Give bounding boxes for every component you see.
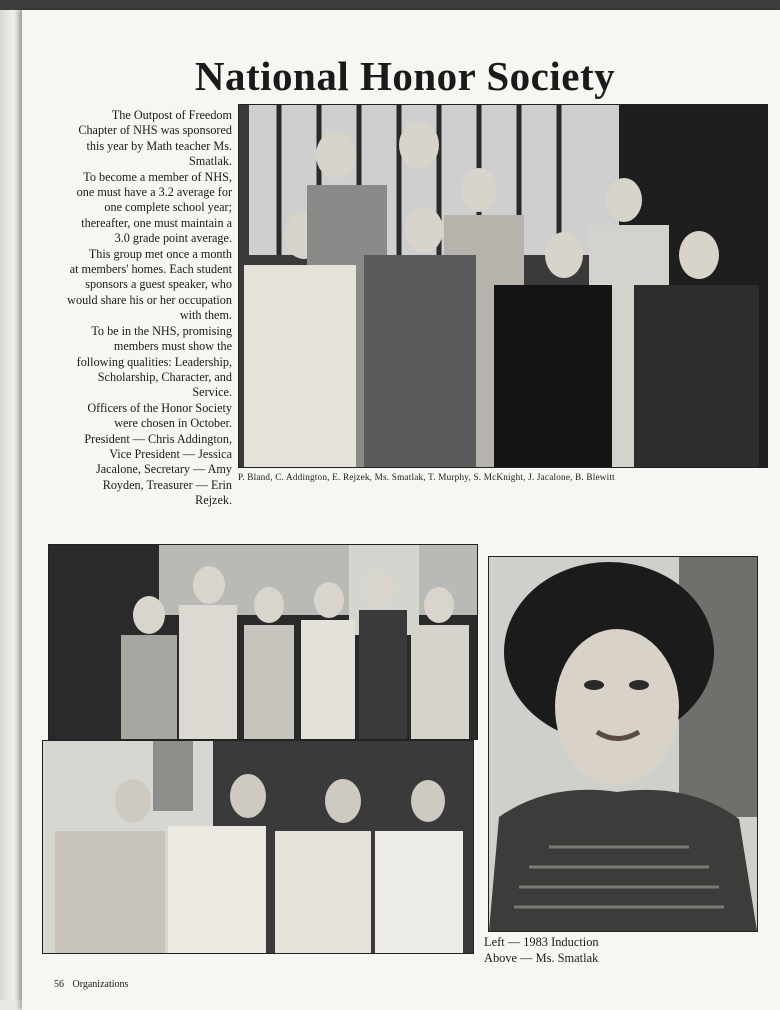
portrait-photo (488, 556, 758, 932)
page-binding-edge (0, 10, 22, 1000)
page-title: National Honor Society (194, 53, 616, 99)
caption-left-line: Left — 1983 Induction (484, 935, 599, 949)
body-paragraph: Officers of the Honor Society were chosen in October. President — Chris Addington, Vice President — Jessica Jacalone, Secretary — Amy Royden, Treasurer — Erin Rejzek. (84, 400, 232, 508)
page-folio (54, 979, 128, 990)
group-photo (238, 104, 768, 468)
induction-photo-bottom (42, 740, 474, 954)
body-text (66, 108, 232, 509)
portrait-caption (484, 934, 599, 966)
body-paragraph: The Outpost of Freedom Chapter of NHS was sponsored this year by Math teacher Ms. Smatlak. (78, 108, 232, 169)
caption-above-line: Above — Ms. Smatlak (484, 951, 599, 965)
section-name: Organizations (72, 979, 129, 990)
group-photo-caption: P. Bland, C. Addington, E. Rejzek, Ms. Smatlak, T. Murphy, S. McKnight, J. Jacalone, B. Blewitt (238, 472, 615, 482)
body-paragraph: To become a member of NHS, one must have a 3.2 average for one complete school year; thereafter, one must maintain a 3.0 grade point average. (76, 169, 232, 246)
body-paragraph: To be in the NHS, promising members must show the following qualities: Leadership, Scholarship, Character, and Service. (76, 323, 232, 400)
body-paragraph: This group met once a month at members' homes. Each student sponsors a guest speaker, who would share his or her occupation with them. (67, 246, 232, 323)
page-number: 56 (54, 979, 64, 990)
top-border (0, 0, 780, 10)
induction-photo-top (48, 544, 478, 740)
